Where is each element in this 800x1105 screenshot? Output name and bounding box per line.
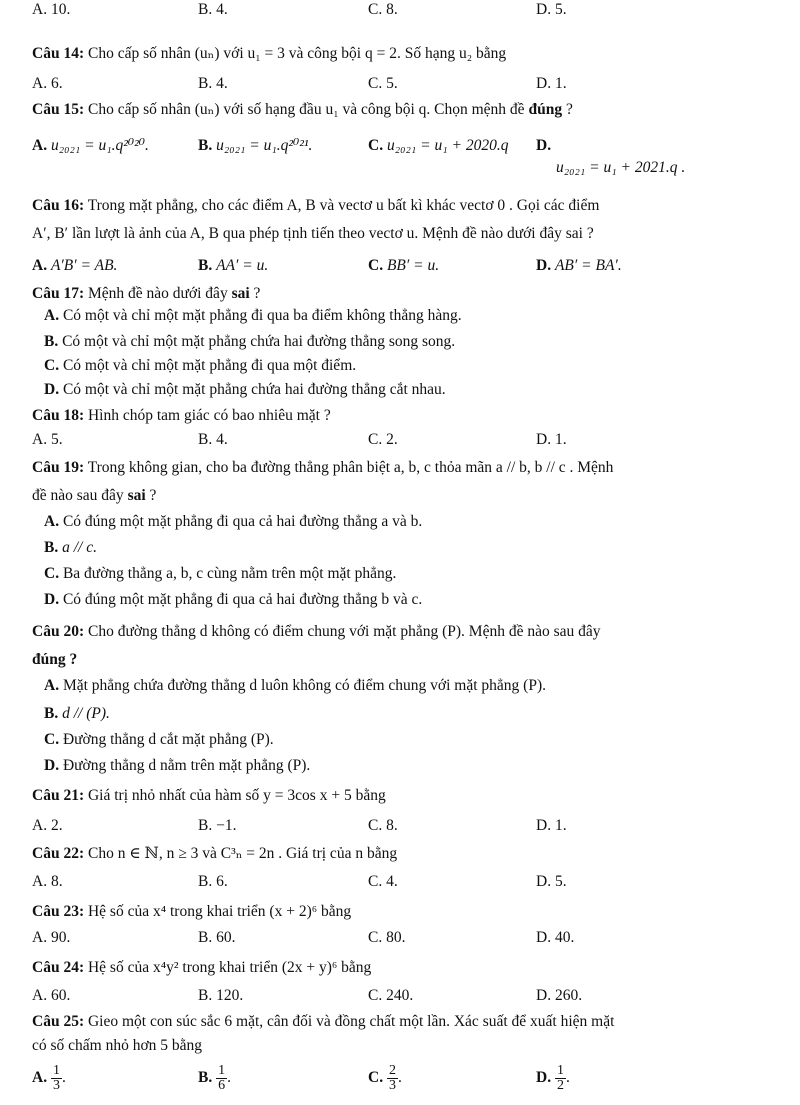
question-22-label: Câu 22: <box>32 845 85 862</box>
q21-option-a: A. 2. <box>32 817 63 834</box>
question-15-text: Cho cấp số nhân (uₙ) với số hạng đầu u₁ và công bội q. Chọn mệnh đề <box>87 101 525 118</box>
q16-option-b <box>198 256 268 276</box>
question-19-label: Câu 19: <box>32 459 85 476</box>
q16-text-d: AB′ = BA′. <box>554 257 622 274</box>
q25-num-a: 1 <box>52 1063 60 1078</box>
q25-den-a: 3 <box>52 1078 60 1093</box>
question-24-label: Câu 24: <box>32 959 85 976</box>
q20-text-c: Đường thẳng d cắt mặt phẳng (P). <box>62 731 274 748</box>
q23-option-a: A. 90. <box>32 929 71 946</box>
q16-letter-b: B. <box>198 257 213 274</box>
question-19-tail: ? <box>145 487 157 504</box>
q20-option-c <box>44 730 274 750</box>
question-16-line-2: A′, B′ lần lượt là ảnh của A, B qua phép tịnh tiến theo vectơ u. Mệnh đề nào dưới đây sai ? <box>32 225 594 242</box>
q25-option-a: A. $\frac{1}{3}$ . <box>32 1063 66 1093</box>
q25-option-c: C. $\frac{2}{3}$ . <box>368 1063 402 1093</box>
q25-fraction-b <box>216 1064 227 1093</box>
question-20-line-2: đúng ? <box>32 651 78 668</box>
q15-text-b: u₂₀₂₁ = u₁.q²⁰²¹. <box>216 137 313 154</box>
question-18-label: Câu 18: <box>32 407 85 424</box>
question-16-text-1: Trong mặt phẳng, cho các điểm A, B và vectơ u bất kì khác vectơ 0 . Gọi các điểm <box>87 197 600 214</box>
question-17-label: Câu 17: <box>32 285 85 302</box>
question-25-line-1 <box>32 1012 614 1032</box>
question-23 <box>32 902 351 922</box>
question-16-label: Câu 16: <box>32 197 85 214</box>
q20-option-a <box>44 676 546 696</box>
q20-letter-a: A. <box>44 677 60 694</box>
question-18 <box>32 406 331 426</box>
q25-den-c: 3 <box>388 1078 396 1093</box>
question-19-line-2 <box>32 486 156 506</box>
q15-option-b <box>198 136 312 156</box>
q22-option-b: B. 6. <box>198 873 228 890</box>
question-21-text: Giá trị nhỏ nhất của hàm số y = 3cos x + 5 bằng <box>87 787 386 804</box>
q13-option-d: D. 5. <box>536 1 567 18</box>
q19-option-d <box>44 590 422 610</box>
q16-option-c <box>368 256 439 276</box>
question-15 <box>32 100 573 120</box>
q16-text-a: A′B′ = AB. <box>50 257 118 274</box>
q25-letter-b: B. <box>198 1069 213 1087</box>
q17-letter-d: D. <box>44 381 60 398</box>
q22-option-a: A. 8. <box>32 873 63 890</box>
q19-text-a: Có đúng một mặt phẳng đi qua cả hai đường thẳng a và b. <box>62 513 423 530</box>
question-19-text-1: Trong không gian, cho ba đường thẳng phân biệt a, b, c thỏa mãn a // b, b // c . Mệnh <box>87 459 614 476</box>
question-17-text: Mệnh đề nào dưới đây <box>87 285 228 302</box>
question-20-line-1 <box>32 622 601 642</box>
q24-option-d: D. 260. <box>536 987 583 1004</box>
q15-text-d-value: u₂₀₂₁ = u₁ + 2021.q . <box>556 159 686 176</box>
q13-option-a: A. 10. <box>32 1 71 18</box>
question-25-text-1: Gieo một con súc sắc 6 mặt, cân đối và đồng chất một lần. Xác suất để xuất hiện mặt <box>87 1013 615 1030</box>
q25-num-d: 1 <box>556 1063 564 1078</box>
q19-text-d: Có đúng một mặt phẳng đi qua cả hai đường thẳng b và c. <box>62 591 423 608</box>
q25-fraction-c <box>387 1064 398 1093</box>
q17-option-c <box>44 356 356 376</box>
q23-option-d: D. 40. <box>536 929 575 946</box>
q15-text-a: u₂₀₂₁ = u₁.q²⁰²⁰. <box>50 137 149 154</box>
q17-option-d <box>44 380 446 400</box>
q25-den-b: 6 <box>218 1078 226 1093</box>
q25-letter-c: C. <box>368 1069 384 1087</box>
q16-text-b: AA′ = u. <box>216 257 269 274</box>
q14-option-d: D. 1. <box>536 75 567 92</box>
q25-den-d: 2 <box>556 1078 564 1093</box>
q19-text-b: a // c. <box>62 539 97 556</box>
q20-letter-b: B. <box>44 705 59 722</box>
q20-letter-c: C. <box>44 731 60 748</box>
q23-option-c: C. 80. <box>368 929 406 946</box>
q20-text-d: Đường thẳng d nằm trên mặt phẳng (P). <box>62 757 311 774</box>
q21-option-d: D. 1. <box>536 817 567 834</box>
q16-text-c: BB′ = u. <box>386 257 440 274</box>
q17-letter-c: C. <box>44 357 60 374</box>
q17-option-a <box>44 306 462 326</box>
q13-option-b: B. 4. <box>198 1 228 18</box>
q24-option-c: C. 240. <box>368 987 414 1004</box>
q18-option-c: C. 2. <box>368 431 398 448</box>
question-17-tail: ? <box>249 285 261 302</box>
question-15-bold-word: đúng <box>528 101 563 118</box>
q23-option-b: B. 60. <box>198 929 236 946</box>
q17-option-b <box>44 332 455 352</box>
q17-letter-b: B. <box>44 333 59 350</box>
question-19-bold-word: sai <box>127 487 146 504</box>
q15-option-c <box>368 136 508 156</box>
q22-option-c: C. 4. <box>368 873 398 890</box>
question-17 <box>32 284 260 304</box>
q25-letter-a: A. <box>32 1069 48 1087</box>
q19-option-b <box>44 538 97 558</box>
question-23-text: Hệ số của x⁴ trong khai triển (x + 2)⁶ bằng <box>87 903 352 920</box>
q25-fraction-a <box>51 1064 62 1093</box>
q17-text-d: Có một và chỉ một mặt phẳng chứa hai đường thẳng cắt nhau. <box>62 381 446 398</box>
q15-option-d <box>536 136 551 156</box>
question-20-label: Câu 20: <box>32 623 85 640</box>
question-15-label: Câu 15: <box>32 101 85 118</box>
q19-letter-c: C. <box>44 565 60 582</box>
q15-letter-c: C. <box>368 137 384 154</box>
q17-letter-a: A. <box>44 307 60 324</box>
question-17-bold-word: sai <box>231 285 250 302</box>
question-25-line-2: có số chấm nhỏ hơn 5 bằng <box>32 1037 203 1054</box>
q19-option-a <box>44 512 422 532</box>
question-16-line-1 <box>32 196 599 216</box>
q20-option-b <box>44 704 110 724</box>
q15-letter-d: D. <box>536 137 552 154</box>
q17-text-c: Có một và chỉ một mặt phẳng đi qua một điểm. <box>62 357 357 374</box>
q24-option-a: A. 60. <box>32 987 71 1004</box>
question-19-line-1 <box>32 458 613 478</box>
q25-option-d: D. $\frac{1}{2}$ . <box>536 1063 570 1093</box>
question-22 <box>32 844 397 864</box>
question-14-label: Câu 14: <box>32 45 85 62</box>
q16-letter-a: A. <box>32 257 48 274</box>
q17-text-a: Có một và chỉ một mặt phẳng đi qua ba điểm không thẳng hàng. <box>62 307 462 324</box>
q19-text-c: Ba đường thẳng a, b, c cùng nằm trên một mặt phẳng. <box>62 565 397 582</box>
q14-option-a: A. 6. <box>32 75 63 92</box>
question-14-text: Cho cấp số nhân (uₙ) với u₁ = 3 và công bội q = 2. Số hạng u₂ bằng <box>87 45 507 62</box>
q20-option-d <box>44 756 310 776</box>
question-22-text: Cho n ∈ ℕ, n ≥ 3 và C³ₙ = 2n . Giá trị của n bằng <box>87 845 398 862</box>
q19-letter-d: D. <box>44 591 60 608</box>
q25-letter-d: D. <box>536 1069 552 1087</box>
q20-letter-d: D. <box>44 757 60 774</box>
q16-letter-c: C. <box>368 257 384 274</box>
question-24 <box>32 958 371 978</box>
q24-option-b: B. 120. <box>198 987 244 1004</box>
q25-num-c: 2 <box>388 1063 396 1078</box>
q14-option-b: B. 4. <box>198 75 228 92</box>
question-20-text-1: Cho đường thẳng d không có điểm chung với mặt phẳng (P). Mệnh đề nào sau đây <box>87 623 601 640</box>
q15-option-a <box>32 136 149 156</box>
question-15-tail: ? <box>562 101 573 118</box>
q15-text-c: u₂₀₂₁ = u₁ + 2020.q <box>386 137 509 154</box>
q19-letter-b: B. <box>44 539 59 556</box>
q17-text-b: Có một và chỉ một mặt phẳng chứa hai đường thẳng song song. <box>62 333 456 350</box>
q19-letter-a: A. <box>44 513 60 530</box>
question-24-text: Hệ số của x⁴y² trong khai triển (2x + y)⁶ bằng <box>87 959 372 976</box>
q20-text-a: Mặt phẳng chứa đường thẳng d luôn không có điểm chung với mặt phẳng (P). <box>62 677 546 694</box>
q16-option-a <box>32 256 117 276</box>
q22-option-d: D. 5. <box>536 873 567 890</box>
q13-option-c: C. 8. <box>368 1 398 18</box>
q18-option-a: A. 5. <box>32 431 63 448</box>
question-21-label: Câu 21: <box>32 787 85 804</box>
q18-option-b: B. 4. <box>198 431 228 448</box>
question-23-label: Câu 23: <box>32 903 85 920</box>
q16-letter-d: D. <box>536 257 552 274</box>
q18-option-d: D. 1. <box>536 431 567 448</box>
q19-option-c <box>44 564 396 584</box>
q20-text-b: d // (P). <box>62 705 110 722</box>
q25-num-b: 1 <box>218 1063 226 1078</box>
q15-letter-a: A. <box>32 137 48 154</box>
q21-option-b: B. −1. <box>198 817 237 834</box>
q21-option-c: C. 8. <box>368 817 398 834</box>
question-19-text-2: đề nào sau đây <box>32 487 124 504</box>
question-18-text: Hình chóp tam giác có bao nhiêu mặt ? <box>87 407 331 424</box>
q25-fraction-d <box>555 1064 566 1093</box>
q15-text-d <box>556 158 685 178</box>
question-25-label: Câu 25: <box>32 1013 85 1030</box>
question-14 <box>32 44 506 64</box>
q25-option-b: B. $\frac{1}{6}$ . <box>198 1063 231 1093</box>
q14-option-c: C. 5. <box>368 75 398 92</box>
q15-letter-b: B. <box>198 137 213 154</box>
question-21 <box>32 786 386 806</box>
q16-option-d <box>536 256 622 276</box>
